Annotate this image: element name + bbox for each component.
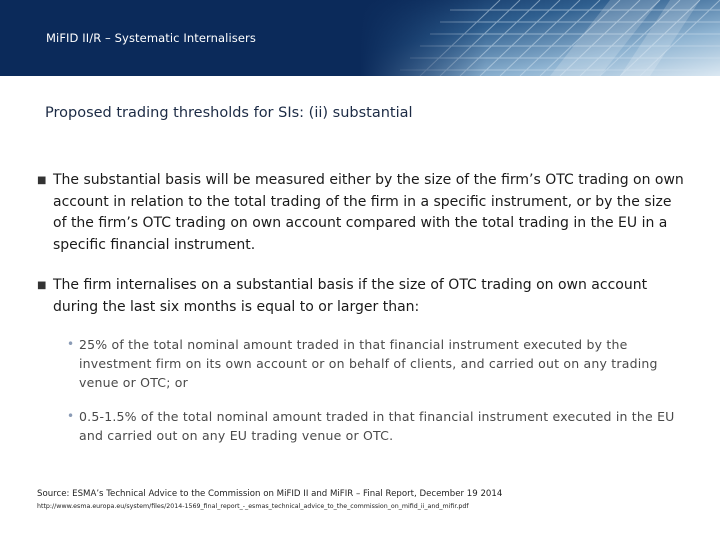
- sub-bullet-item: [67, 407, 687, 445]
- source-link[interactable]: http://www.esma.europa.eu/system/files/2014-1569_final_report_-_esmas_technical_advice_to_the_commission_on_mifid_ii_and_mifir.pdf: [37, 503, 469, 510]
- header-title: MiFID II/R – Systematic Internalisers: [46, 31, 256, 45]
- square-bullet-icon: ■: [37, 280, 47, 291]
- bullet-text: The firm internalises on a substantial basis if the size of OTC trading on own account during the last six months is equal to or larger than:: [53, 277, 648, 315]
- building-graphic: [360, 0, 720, 76]
- dot-bullet-icon: •: [67, 337, 75, 351]
- bullet-item: [37, 170, 687, 256]
- header-banner: [0, 0, 720, 76]
- sub-bullet-text: 0.5-1.5% of the total nominal amount traded in that financial instrument executed in the EU and carried out on any EU trading venue or OTC.: [79, 409, 675, 443]
- bullet-text: The substantial basis will be measured either by the size of the firm’s OTC trading on own account in relation to the total trading of the firm in a specific instrument, or by the size of the firm’s OTC trading on own account compared with the total trading in the EU in a specific financial instrument.: [53, 172, 684, 253]
- bullet-item: [37, 275, 687, 318]
- sub-bullet-item: [67, 335, 687, 392]
- source-citation: Source: ESMA’s Technical Advice to the Commission on MiFID II and MiFIR – Final Report, December 19 2014: [37, 489, 503, 499]
- square-bullet-icon: ■: [37, 175, 47, 186]
- sub-bullet-list: [37, 335, 687, 445]
- slide-subtitle: Proposed trading thresholds for SIs: (ii) substantial: [45, 105, 413, 121]
- bullet-list: [37, 170, 687, 445]
- dot-bullet-icon: •: [67, 409, 75, 423]
- sub-bullet-text: 25% of the total nominal amount traded in that financial instrument executed by the investment firm on its own account or on behalf of clients, and carried out on any trading venue or OTC; or: [79, 337, 658, 390]
